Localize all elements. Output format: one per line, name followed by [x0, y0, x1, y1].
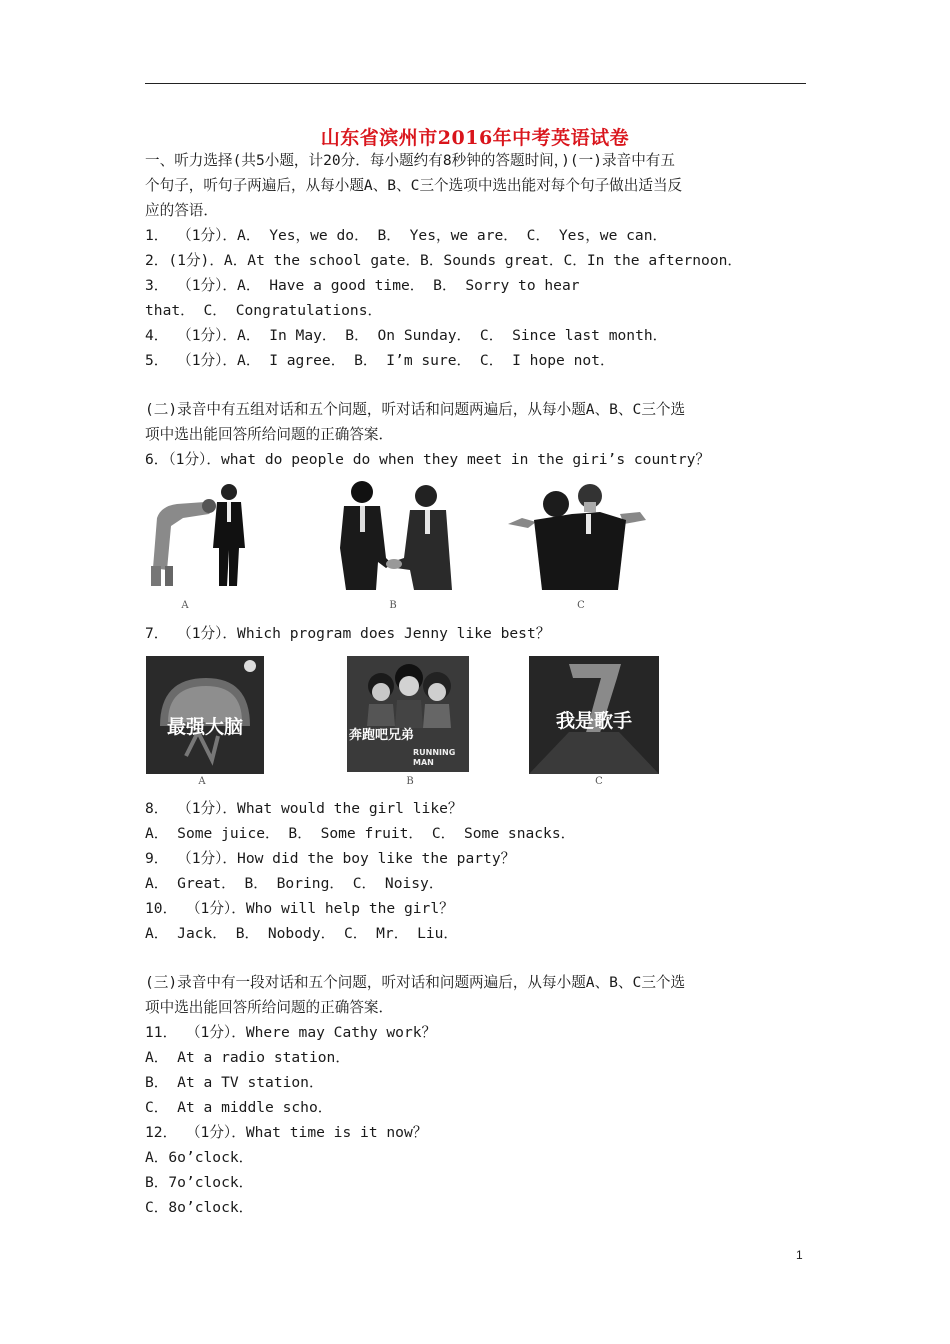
- q7-caption-c: C: [595, 776, 603, 787]
- question-12-option-a: A．6o’clock．: [145, 1149, 254, 1166]
- question-11-option-a: A． At a radio station．: [145, 1049, 350, 1066]
- question-11-option-c: C． At a middle scho．: [145, 1099, 333, 1116]
- question-10-options: A． Jack． B． Nobody． C． Mr． Liu．: [145, 925, 459, 942]
- question-8-options: A． Some juice． B． Some fruit． C． Some snacks．: [145, 825, 576, 842]
- section1-intro-line: 个句子，听句子两遍后，从每小题A、B、C三个选项中选出能对每个句子做出适当反: [145, 177, 683, 194]
- question-10: 10． （1分）．Who will help the girl？: [145, 900, 454, 917]
- question-5: 5． （1分）．A． I agree． B． I’m sure． C． I hope not．: [145, 352, 615, 369]
- q6-caption-a: A: [181, 600, 189, 611]
- question-8: 8． （1分）．What would the girl like？: [145, 800, 463, 817]
- question-11: 11． （1分）．Where may Cathy work？: [145, 1024, 437, 1041]
- q6-caption-c: C: [577, 600, 585, 611]
- question-12-option-b: B．7o’clock．: [145, 1174, 254, 1191]
- section3-intro-line: (三)录音中有一段对话和五个问题，听对话和问题两遍后，从每小题A、B、C三个选: [145, 974, 686, 991]
- option-b-program-logo: [347, 656, 469, 772]
- question-3-cont: that． C． Congratulations．: [145, 302, 383, 319]
- section1-intro-line: 一、听力选择(共5小题，计20分．每小题约有8秒钟的答题时间，)(一)录音中有五: [145, 152, 675, 169]
- option-c-hug-image: [508, 478, 648, 593]
- section1-intro-line: 应的答语．: [145, 202, 218, 219]
- exam-title: 山东省滨州市2016年中考英语试卷: [320, 127, 630, 149]
- question-11-option-b: B． At a TV station．: [145, 1074, 324, 1091]
- program-b-title: 奔跑吧兄弟: [349, 728, 415, 743]
- option-c-program-logo: [529, 656, 659, 774]
- program-a-title: 最强大脑: [166, 716, 243, 738]
- section2-intro-line: (二)录音中有五组对话和五个问题，听对话和问题两遍后，从每小题A、B、C三个选: [145, 401, 686, 418]
- option-a-program-logo: [146, 656, 264, 774]
- question-9-options: A． Great． B． Boring． C． Noisy．: [145, 875, 444, 892]
- program-c-title: 我是歌手: [555, 710, 632, 732]
- option-a-bowing-image: [143, 478, 263, 593]
- header-rule: [145, 83, 806, 84]
- q7-caption-b: B: [406, 776, 414, 787]
- question-4: 4． （1分）．A． In May． B． On Sunday． C． Since last month．: [145, 327, 668, 344]
- question-12: 12． （1分）．What time is it now？: [145, 1124, 428, 1141]
- question-3: 3． （1分）．A． Have a good time． B． Sorry to hear: [145, 277, 580, 294]
- q6-caption-b: B: [389, 600, 397, 611]
- question-7: 7． （1分）．Which program does Jenny like best？: [145, 625, 551, 642]
- section2-intro-line: 项中选出能回答所给问题的正确答案．: [145, 426, 394, 443]
- q7-caption-a: A: [198, 776, 206, 787]
- question-1: 1． （1分）．A． Yes，we do． B． Yes，we are． C． Yes，we can．: [145, 227, 668, 244]
- question-2: 2．(1分)．A．At the school gate．B．Sounds great．C．In the afternoon．: [145, 252, 743, 269]
- section3-intro-line: 项中选出能回答所给问题的正确答案．: [145, 999, 394, 1016]
- question-12-option-c: C．8o’clock．: [145, 1199, 254, 1216]
- question-9: 9． （1分）．How did the boy like the party？: [145, 850, 516, 867]
- program-b-subtitle: RUNNING MAN: [413, 748, 456, 767]
- option-b-handshake-image: [330, 478, 460, 593]
- question-6: 6．（1分）．what do people do when they meet in the giri’s country？: [145, 451, 710, 468]
- page-number: 1: [796, 1248, 803, 1262]
